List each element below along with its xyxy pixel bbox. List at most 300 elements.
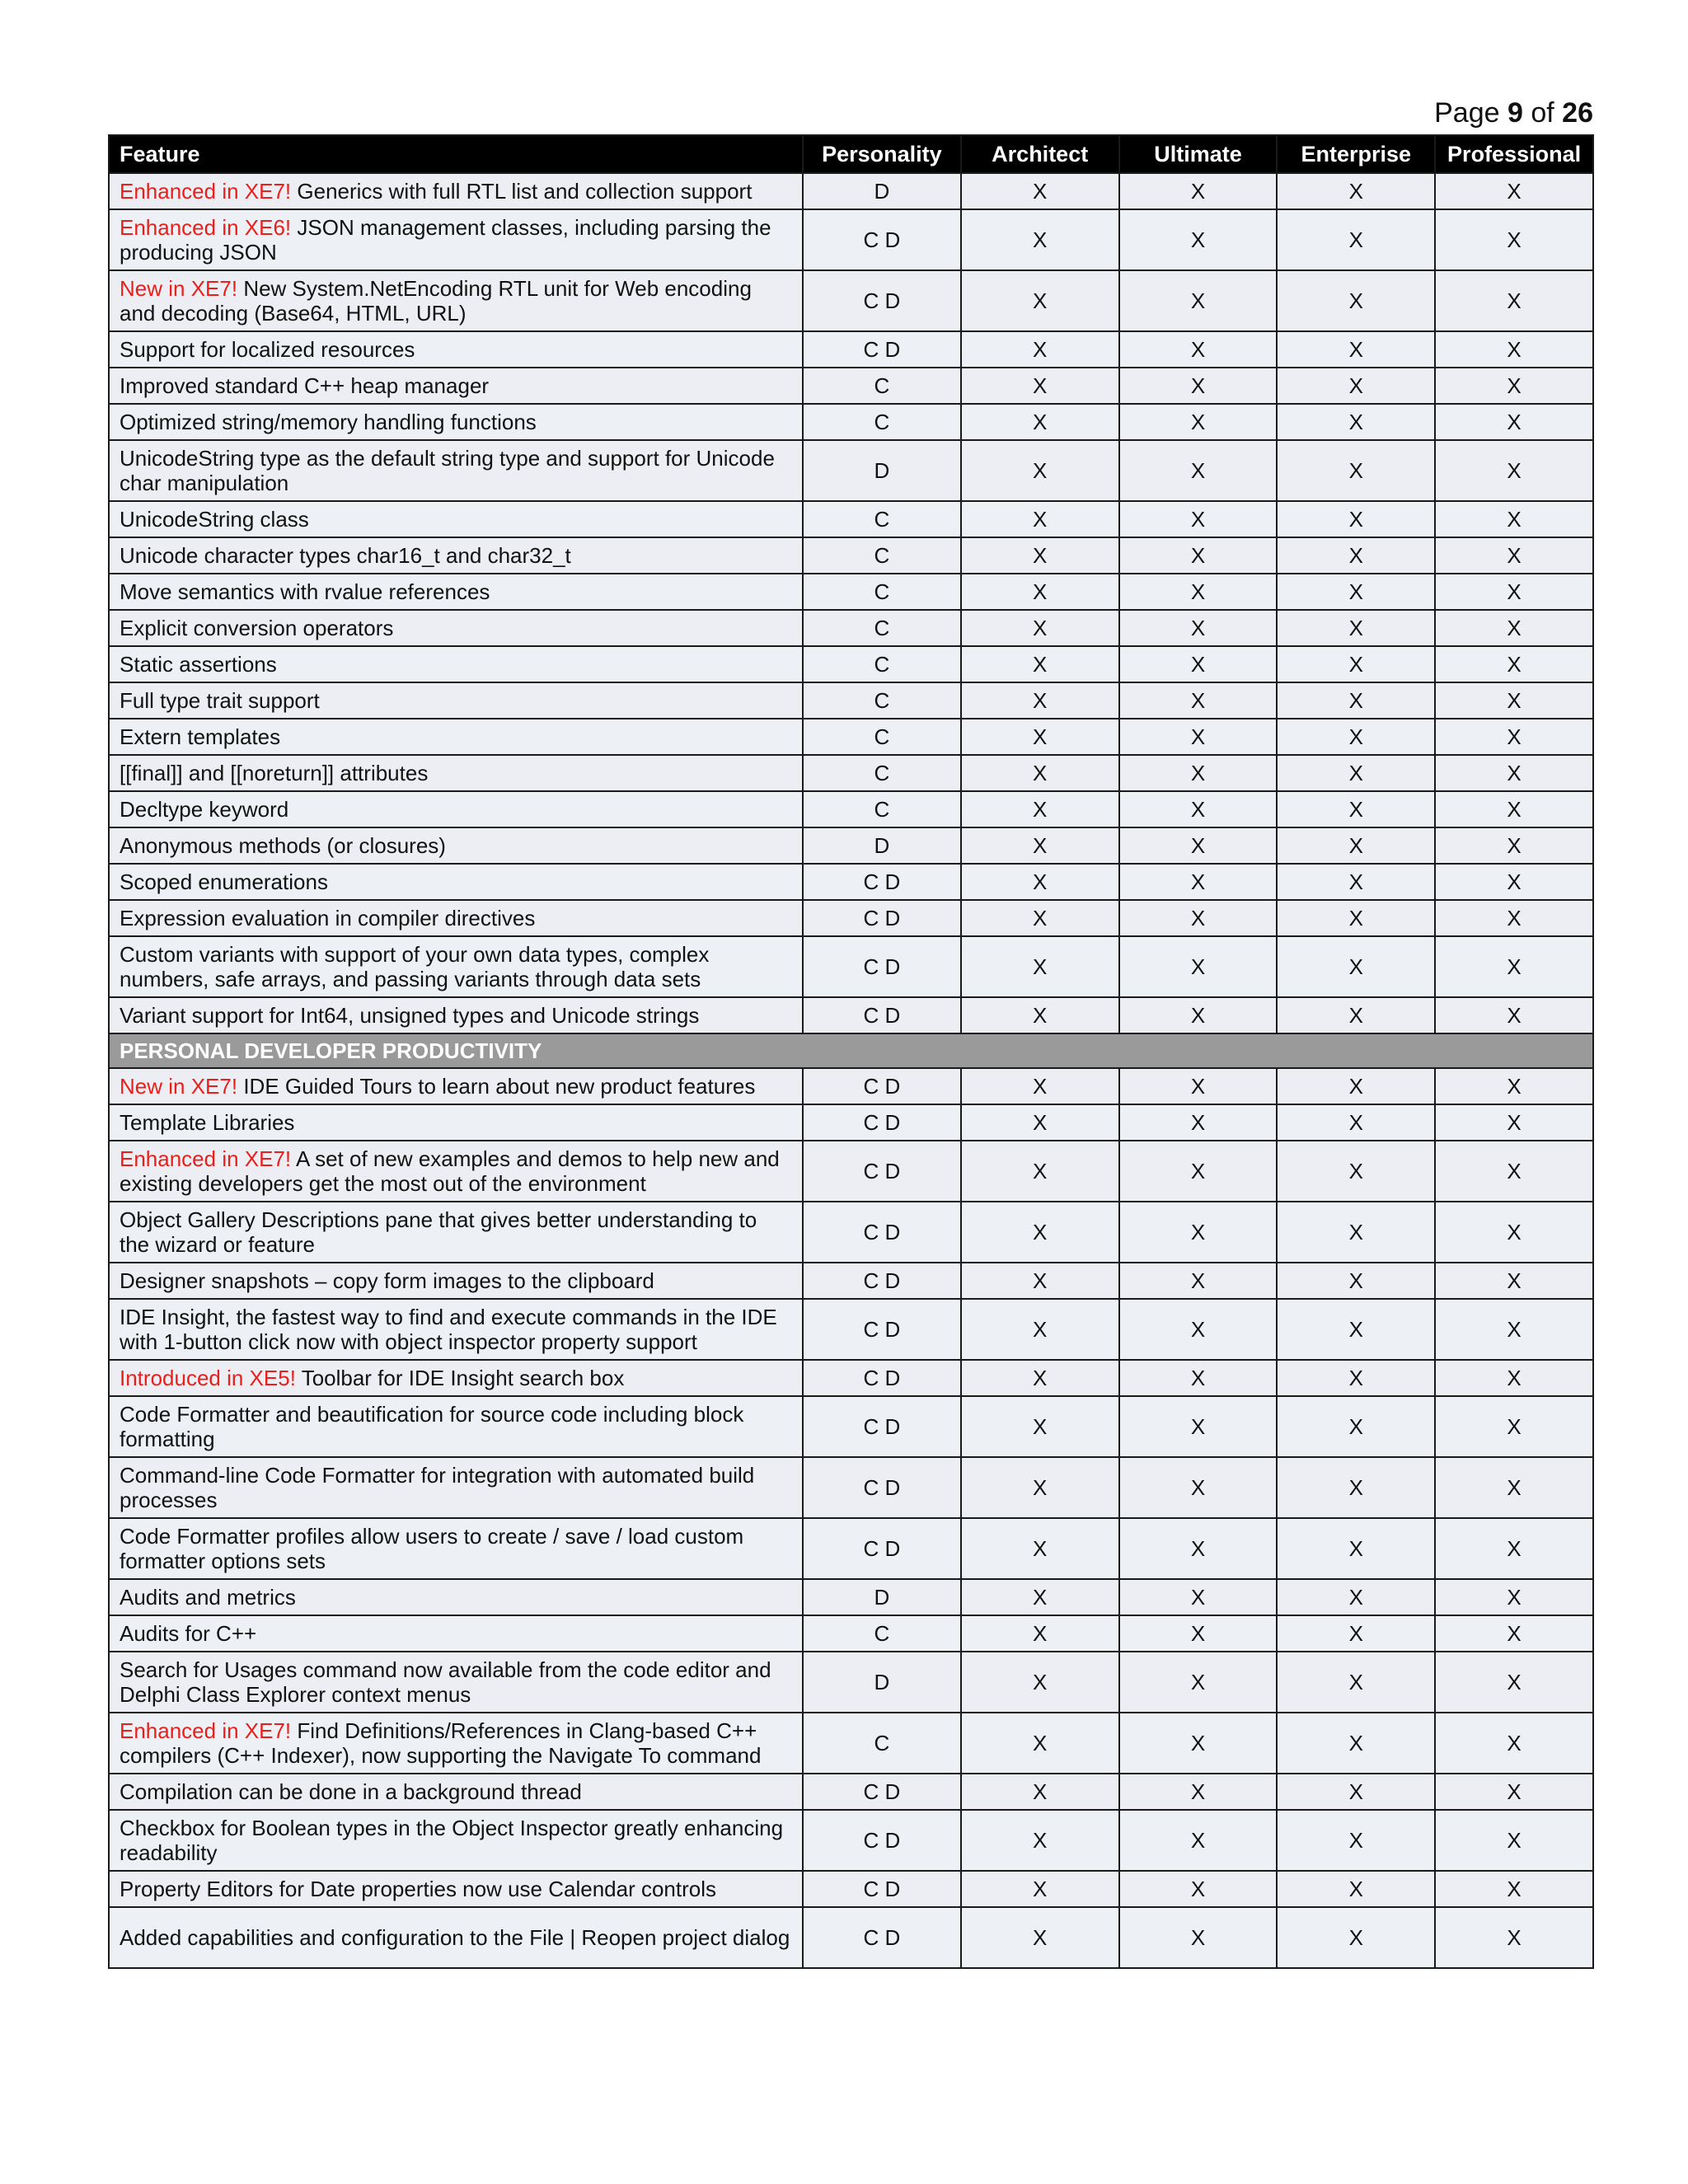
professional-cell: X [1435, 1615, 1593, 1652]
enterprise-cell: X [1277, 610, 1435, 646]
feature-cell [109, 1104, 803, 1141]
architect-cell: X [961, 1360, 1119, 1396]
ultimate-cell: X [1119, 1810, 1278, 1871]
feature-cell [109, 900, 803, 936]
professional-cell: X [1435, 900, 1593, 936]
professional-cell: X [1435, 1907, 1593, 1968]
professional-cell: X [1435, 331, 1593, 368]
ultimate-cell: X [1119, 1396, 1278, 1457]
table-row [109, 1068, 1593, 1104]
table-row [109, 864, 1593, 900]
table-row [109, 270, 1593, 331]
ultimate-cell: X [1119, 1652, 1278, 1713]
feature-text: Variant support for Int64, unsigned types and Unicode strings [120, 1003, 700, 1028]
enterprise-cell: X [1277, 682, 1435, 719]
enterprise-cell: X [1277, 1299, 1435, 1360]
personality-cell: D [803, 173, 961, 209]
header-ultimate: Ultimate [1119, 135, 1278, 173]
feature-text: Static assertions [120, 652, 277, 677]
feature-cell [109, 1141, 803, 1202]
feature-text: Find Definitions/References in Clang-based C++ compilers (C++ Indexer), now supporting the Navigate To command [120, 1718, 762, 1768]
feature-cell [109, 936, 803, 997]
feature-matrix-table [108, 134, 1594, 1969]
professional-cell: X [1435, 1579, 1593, 1615]
professional-cell: X [1435, 936, 1593, 997]
feature-cell [109, 827, 803, 864]
ultimate-cell: X [1119, 1518, 1278, 1579]
page-total: 26 [1562, 97, 1593, 129]
feature-cell [109, 501, 803, 537]
table-row [109, 1263, 1593, 1299]
personality-cell: C [803, 682, 961, 719]
personality-cell: C [803, 1615, 961, 1652]
header-architect: Architect [961, 135, 1119, 173]
feature-text: Code Formatter and beautification for source code including block formatting [120, 1402, 744, 1451]
professional-cell: X [1435, 1396, 1593, 1457]
ultimate-cell: X [1119, 900, 1278, 936]
personality-cell: C D [803, 864, 961, 900]
personality-cell: C D [803, 1871, 961, 1907]
ultimate-cell: X [1119, 936, 1278, 997]
architect-cell: X [961, 1652, 1119, 1713]
enterprise-cell: X [1277, 936, 1435, 997]
feature-cell [109, 1457, 803, 1518]
ultimate-cell: X [1119, 646, 1278, 682]
enterprise-cell: X [1277, 646, 1435, 682]
personality-cell: C D [803, 1299, 961, 1360]
architect-cell: X [961, 1104, 1119, 1141]
professional-cell: X [1435, 1299, 1593, 1360]
architect-cell: X [961, 1615, 1119, 1652]
architect-cell: X [961, 936, 1119, 997]
architect-cell: X [961, 1907, 1119, 1968]
architect-cell: X [961, 173, 1119, 209]
personality-cell: C D [803, 1396, 961, 1457]
enterprise-cell: X [1277, 209, 1435, 270]
table-row [109, 501, 1593, 537]
personality-cell: D [803, 1579, 961, 1615]
architect-cell: X [961, 1396, 1119, 1457]
professional-cell: X [1435, 404, 1593, 440]
table-row [109, 1518, 1593, 1579]
professional-cell: X [1435, 1263, 1593, 1299]
enterprise-cell: X [1277, 537, 1435, 574]
feature-cell [109, 646, 803, 682]
feature-cell [109, 440, 803, 501]
feature-text: New System.NetEncoding RTL unit for Web encoding and decoding (Base64, HTML, URL) [120, 276, 752, 326]
table-row [109, 1774, 1593, 1810]
feature-text: Decltype keyword [120, 797, 289, 822]
feature-cell [109, 1907, 803, 1968]
enterprise-cell: X [1277, 368, 1435, 404]
professional-cell: X [1435, 610, 1593, 646]
feature-cell [109, 1202, 803, 1263]
architect-cell: X [961, 900, 1119, 936]
table-row [109, 574, 1593, 610]
table-row [109, 1457, 1593, 1518]
professional-cell: X [1435, 1652, 1593, 1713]
architect-cell: X [961, 1579, 1119, 1615]
professional-cell: X [1435, 646, 1593, 682]
feature-text: [[final]] and [[noreturn]] attributes [120, 761, 429, 785]
architect-cell: X [961, 1518, 1119, 1579]
architect-cell: X [961, 791, 1119, 827]
enterprise-cell: X [1277, 1068, 1435, 1104]
personality-cell: C D [803, 900, 961, 936]
feature-cell [109, 755, 803, 791]
enterprise-cell: X [1277, 1713, 1435, 1774]
professional-cell: X [1435, 1360, 1593, 1396]
professional-cell: X [1435, 1713, 1593, 1774]
personality-cell: C D [803, 997, 961, 1033]
enterprise-cell: X [1277, 997, 1435, 1033]
table-row [109, 719, 1593, 755]
architect-cell: X [961, 501, 1119, 537]
table-row [109, 936, 1593, 997]
feature-text: JSON management classes, including parsing the producing JSON [120, 215, 771, 265]
professional-cell: X [1435, 368, 1593, 404]
enterprise-cell: X [1277, 719, 1435, 755]
feature-cell [109, 574, 803, 610]
enterprise-cell: X [1277, 270, 1435, 331]
professional-cell: X [1435, 864, 1593, 900]
feature-text: Audits for C++ [120, 1621, 257, 1646]
enterprise-cell: X [1277, 404, 1435, 440]
ultimate-cell: X [1119, 1871, 1278, 1907]
personality-cell: C D [803, 1457, 961, 1518]
feature-cell [109, 610, 803, 646]
feature-text: IDE Guided Tours to learn about new product features [243, 1074, 756, 1099]
section-title: PERSONAL DEVELOPER PRODUCTIVITY [109, 1033, 1593, 1068]
enterprise-cell: X [1277, 574, 1435, 610]
feature-text: Extern templates [120, 724, 281, 749]
ultimate-cell: X [1119, 331, 1278, 368]
personality-cell: C D [803, 1360, 961, 1396]
feature-text: Added capabilities and configuration to the File | Reopen project dialog [120, 1925, 790, 1950]
feature-text: Optimized string/memory handling functions [120, 410, 537, 434]
feature-cell [109, 682, 803, 719]
feature-tag: Introduced in XE5! [120, 1366, 296, 1390]
feature-text: Checkbox for Boolean types in the Object Inspector greatly enhancing readability [120, 1816, 784, 1865]
table-row [109, 900, 1593, 936]
feature-text: Unicode character types char16_t and char32_t [120, 543, 571, 568]
professional-cell: X [1435, 791, 1593, 827]
feature-tag: New in XE7! [120, 1074, 238, 1099]
personality-cell: D [803, 1652, 961, 1713]
professional-cell: X [1435, 1202, 1593, 1263]
enterprise-cell: X [1277, 501, 1435, 537]
table-row [109, 1713, 1593, 1774]
professional-cell: X [1435, 1810, 1593, 1871]
table-row [109, 209, 1593, 270]
feature-text: Full type trait support [120, 688, 320, 713]
feature-text: Search for Usages command now available from the code editor and Delphi Class Explorer context menus [120, 1657, 771, 1707]
architect-cell: X [961, 1713, 1119, 1774]
feature-cell [109, 791, 803, 827]
architect-cell: X [961, 719, 1119, 755]
architect-cell: X [961, 440, 1119, 501]
table-row [109, 1360, 1593, 1396]
table-row [109, 1907, 1593, 1968]
header-professional: Professional [1435, 135, 1593, 173]
feature-cell [109, 270, 803, 331]
feature-cell [109, 404, 803, 440]
ultimate-cell: X [1119, 997, 1278, 1033]
professional-cell: X [1435, 440, 1593, 501]
enterprise-cell: X [1277, 1871, 1435, 1907]
feature-text: Move semantics with rvalue references [120, 579, 490, 604]
enterprise-cell: X [1277, 827, 1435, 864]
table-row [109, 1652, 1593, 1713]
professional-cell: X [1435, 719, 1593, 755]
feature-cell [109, 537, 803, 574]
professional-cell: X [1435, 1518, 1593, 1579]
feature-tag: Enhanced in XE7! [120, 179, 292, 204]
personality-cell: C D [803, 1202, 961, 1263]
feature-text: UnicodeString type as the default string type and support for Unicode char manipulation [120, 446, 775, 495]
ultimate-cell: X [1119, 827, 1278, 864]
ultimate-cell: X [1119, 610, 1278, 646]
personality-cell: C [803, 646, 961, 682]
personality-cell: C D [803, 1518, 961, 1579]
feature-tag: Enhanced in XE6! [120, 215, 292, 240]
personality-cell: C D [803, 1141, 961, 1202]
ultimate-cell: X [1119, 755, 1278, 791]
feature-text: Audits and metrics [120, 1585, 296, 1610]
architect-cell: X [961, 1810, 1119, 1871]
architect-cell: X [961, 270, 1119, 331]
architect-cell: X [961, 368, 1119, 404]
ultimate-cell: X [1119, 404, 1278, 440]
personality-cell: C D [803, 1810, 961, 1871]
architect-cell: X [961, 574, 1119, 610]
feature-text: Support for localized resources [120, 337, 415, 362]
feature-text: Toolbar for IDE Insight search box [301, 1366, 625, 1390]
enterprise-cell: X [1277, 1774, 1435, 1810]
feature-text: Generics with full RTL list and collection support [297, 179, 753, 204]
personality-cell: C [803, 755, 961, 791]
professional-cell: X [1435, 1104, 1593, 1141]
personality-cell: C D [803, 1104, 961, 1141]
table-row [109, 1615, 1593, 1652]
table-row [109, 682, 1593, 719]
feature-cell [109, 331, 803, 368]
architect-cell: X [961, 1202, 1119, 1263]
feature-text: Expression evaluation in compiler directives [120, 906, 536, 930]
enterprise-cell: X [1277, 791, 1435, 827]
professional-cell: X [1435, 270, 1593, 331]
personality-cell: C [803, 537, 961, 574]
professional-cell: X [1435, 574, 1593, 610]
ultimate-cell: X [1119, 173, 1278, 209]
architect-cell: X [961, 1457, 1119, 1518]
ultimate-cell: X [1119, 1141, 1278, 1202]
feature-text: Scoped enumerations [120, 869, 328, 894]
professional-cell: X [1435, 1457, 1593, 1518]
feature-cell [109, 1068, 803, 1104]
header-feature: Feature [109, 135, 803, 173]
personality-cell: C [803, 719, 961, 755]
feature-cell [109, 1396, 803, 1457]
enterprise-cell: X [1277, 1360, 1435, 1396]
professional-cell: X [1435, 501, 1593, 537]
table-row [109, 404, 1593, 440]
table-row [109, 646, 1593, 682]
professional-cell: X [1435, 209, 1593, 270]
professional-cell: X [1435, 1774, 1593, 1810]
header-row [109, 135, 1593, 173]
ultimate-cell: X [1119, 1263, 1278, 1299]
ultimate-cell: X [1119, 1615, 1278, 1652]
table-row [109, 368, 1593, 404]
enterprise-cell: X [1277, 1810, 1435, 1871]
enterprise-cell: X [1277, 440, 1435, 501]
table-row [109, 1299, 1593, 1360]
personality-cell: C [803, 404, 961, 440]
professional-cell: X [1435, 1141, 1593, 1202]
enterprise-cell: X [1277, 1202, 1435, 1263]
personality-cell: C [803, 610, 961, 646]
table-row [109, 610, 1593, 646]
ultimate-cell: X [1119, 1457, 1278, 1518]
page-prefix: Page [1434, 97, 1500, 129]
feature-text: Compilation can be done in a background thread [120, 1779, 582, 1804]
page-current: 9 [1507, 97, 1523, 129]
feature-text: Custom variants with support of your own data types, complex numbers, safe arrays, and passing variants through data sets [120, 942, 710, 991]
architect-cell: X [961, 646, 1119, 682]
ultimate-cell: X [1119, 1360, 1278, 1396]
personality-cell: C D [803, 270, 961, 331]
feature-text: Anonymous methods (or closures) [120, 833, 446, 858]
feature-tag: Enhanced in XE7! [120, 1146, 292, 1171]
feature-cell [109, 864, 803, 900]
ultimate-cell: X [1119, 1068, 1278, 1104]
ultimate-cell: X [1119, 864, 1278, 900]
architect-cell: X [961, 209, 1119, 270]
ultimate-cell: X [1119, 501, 1278, 537]
feature-text: Explicit conversion operators [120, 616, 394, 640]
table-row [109, 791, 1593, 827]
table-row [109, 1871, 1593, 1907]
personality-cell: C [803, 368, 961, 404]
ultimate-cell: X [1119, 1299, 1278, 1360]
architect-cell: X [961, 755, 1119, 791]
personality-cell: C D [803, 331, 961, 368]
professional-cell: X [1435, 1871, 1593, 1907]
enterprise-cell: X [1277, 1263, 1435, 1299]
feature-tag: Enhanced in XE7! [120, 1718, 292, 1743]
table-row [109, 997, 1593, 1033]
feature-cell [109, 1263, 803, 1299]
table-row [109, 440, 1593, 501]
feature-text: Property Editors for Date properties now use Calendar controls [120, 1877, 717, 1901]
ultimate-cell: X [1119, 368, 1278, 404]
ultimate-cell: X [1119, 1907, 1278, 1968]
professional-cell: X [1435, 755, 1593, 791]
ultimate-cell: X [1119, 791, 1278, 827]
personality-cell: C D [803, 1068, 961, 1104]
feature-cell [109, 368, 803, 404]
ultimate-cell: X [1119, 1579, 1278, 1615]
personality-cell: C [803, 574, 961, 610]
feature-text: UnicodeString class [120, 507, 309, 532]
header-enterprise: Enterprise [1277, 135, 1435, 173]
table-row [109, 537, 1593, 574]
personality-cell: C D [803, 936, 961, 997]
table-row [109, 1579, 1593, 1615]
enterprise-cell: X [1277, 1652, 1435, 1713]
table-row [109, 1396, 1593, 1457]
personality-cell: C D [803, 1263, 961, 1299]
feature-cell [109, 1360, 803, 1396]
feature-cell [109, 1774, 803, 1810]
table-header [109, 135, 1593, 173]
architect-cell: X [961, 1871, 1119, 1907]
section-header-row [109, 1033, 1593, 1068]
ultimate-cell: X [1119, 1713, 1278, 1774]
feature-cell [109, 1652, 803, 1713]
feature-text: Code Formatter profiles allow users to create / save / load custom formatter options sets [120, 1524, 744, 1573]
personality-cell: C D [803, 1907, 961, 1968]
architect-cell: X [961, 827, 1119, 864]
table-row [109, 1104, 1593, 1141]
ultimate-cell: X [1119, 440, 1278, 501]
feature-cell [109, 997, 803, 1033]
architect-cell: X [961, 404, 1119, 440]
table-row [109, 331, 1593, 368]
feature-cell [109, 719, 803, 755]
feature-text: A set of new examples and demos to help new and existing developers get the most out of the environment [120, 1146, 780, 1196]
enterprise-cell: X [1277, 755, 1435, 791]
ultimate-cell: X [1119, 1202, 1278, 1263]
feature-cell [109, 209, 803, 270]
enterprise-cell: X [1277, 1104, 1435, 1141]
architect-cell: X [961, 1299, 1119, 1360]
architect-cell: X [961, 331, 1119, 368]
architect-cell: X [961, 682, 1119, 719]
feature-cell [109, 1810, 803, 1871]
feature-tag: New in XE7! [120, 276, 238, 301]
professional-cell: X [1435, 1068, 1593, 1104]
header-personality: Personality [803, 135, 961, 173]
professional-cell: X [1435, 682, 1593, 719]
ultimate-cell: X [1119, 270, 1278, 331]
architect-cell: X [961, 864, 1119, 900]
personality-cell: C D [803, 209, 961, 270]
architect-cell: X [961, 1263, 1119, 1299]
architect-cell: X [961, 610, 1119, 646]
feature-text: IDE Insight, the fastest way to find and execute commands in the IDE with 1-button click now with object inspector property support [120, 1305, 777, 1354]
architect-cell: X [961, 1774, 1119, 1810]
feature-text: Object Gallery Descriptions pane that gives better understanding to the wizard or feature [120, 1207, 757, 1257]
ultimate-cell: X [1119, 719, 1278, 755]
feature-cell [109, 1713, 803, 1774]
feature-cell [109, 1615, 803, 1652]
architect-cell: X [961, 997, 1119, 1033]
enterprise-cell: X [1277, 1907, 1435, 1968]
enterprise-cell: X [1277, 173, 1435, 209]
feature-cell [109, 173, 803, 209]
professional-cell: X [1435, 173, 1593, 209]
table-row [109, 1810, 1593, 1871]
personality-cell: C [803, 791, 961, 827]
enterprise-cell: X [1277, 1615, 1435, 1652]
enterprise-cell: X [1277, 1518, 1435, 1579]
table-body [109, 173, 1593, 1968]
feature-text: Template Libraries [120, 1110, 295, 1135]
ultimate-cell: X [1119, 537, 1278, 574]
page-of: of [1531, 97, 1554, 129]
